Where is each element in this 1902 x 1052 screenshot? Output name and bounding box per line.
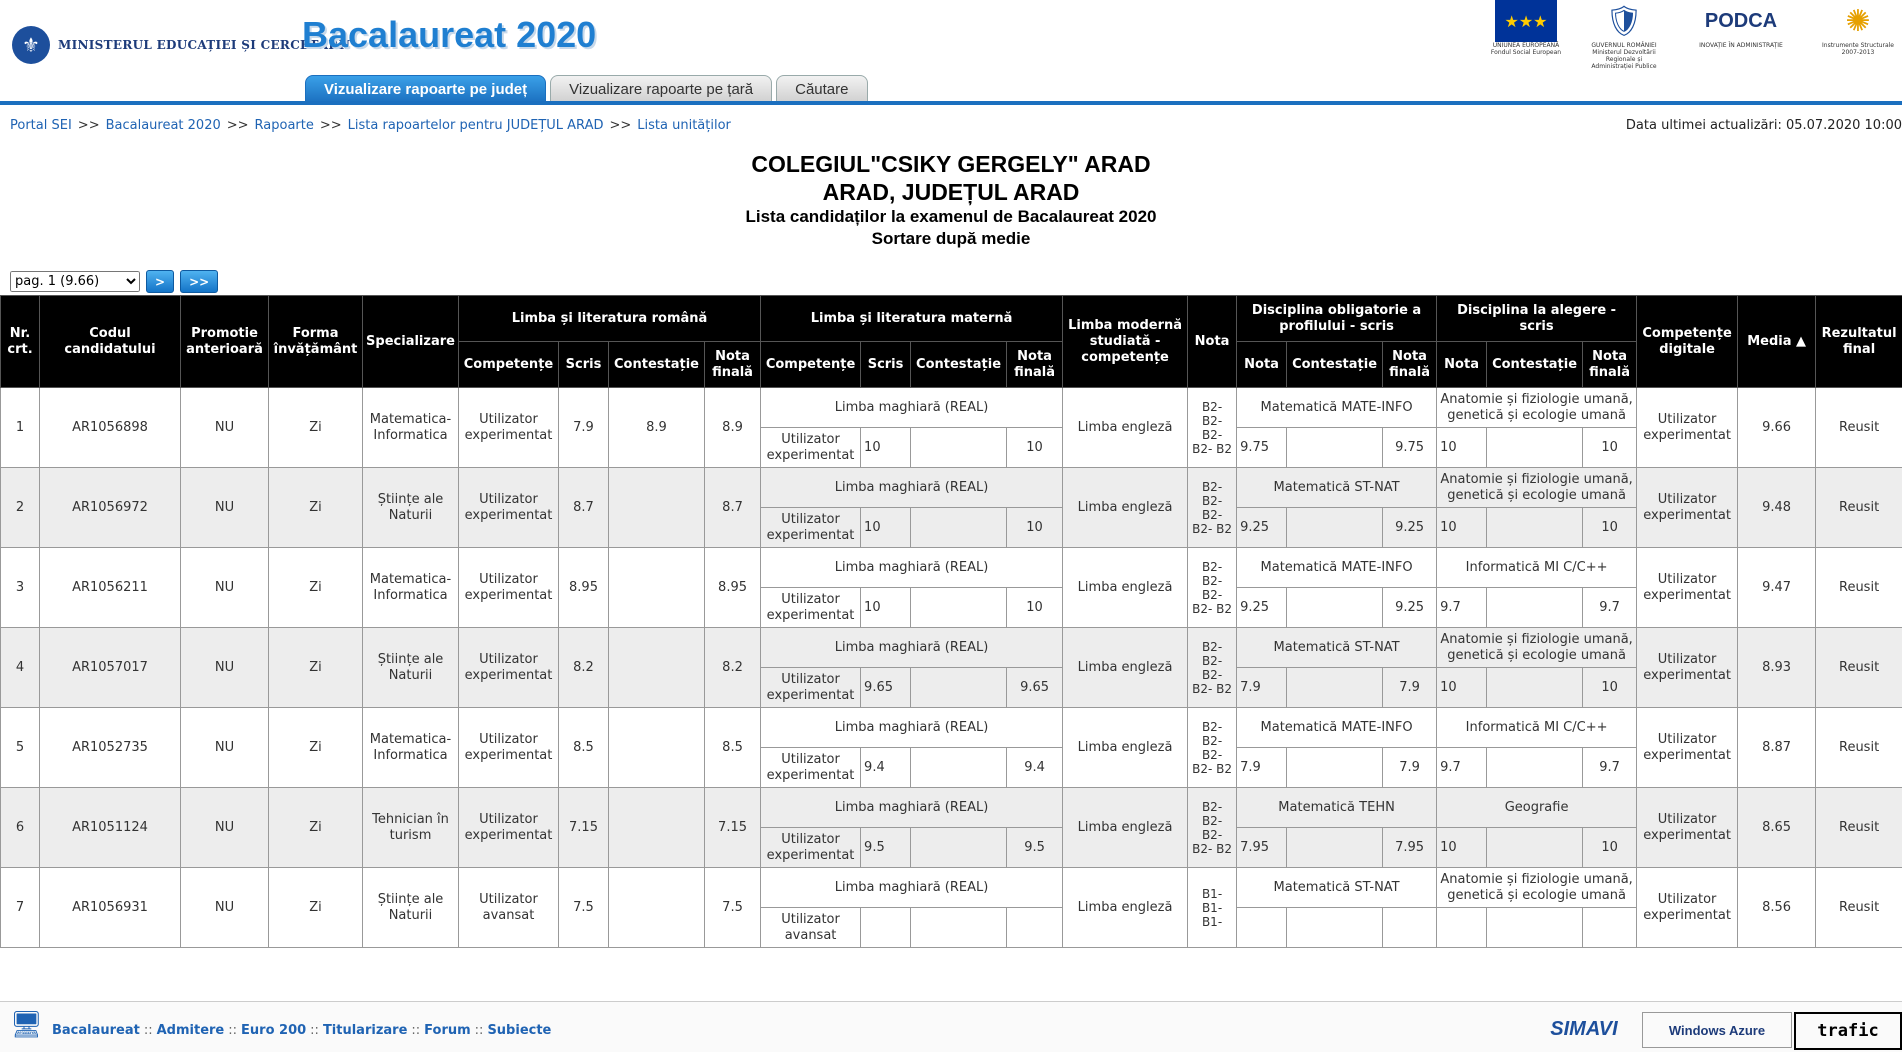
th-nota: Nota — [1188, 296, 1237, 388]
cell-mat-final: 9.4 — [1007, 748, 1063, 788]
cell-ob-cont — [1287, 908, 1383, 948]
cell-ro-comp: Utilizator experimentat — [459, 788, 559, 868]
th-nr: Nr. crt. — [1, 296, 40, 388]
eu-flag-icon: ★★★ — [1495, 0, 1557, 42]
cell-nr: 5 — [1, 708, 40, 788]
cell-promo: NU — [181, 868, 269, 948]
cell-media: 8.87 — [1738, 708, 1816, 788]
table-row — [1, 548, 1902, 588]
cell-nota: B2- B2- B2- B2- B2 — [1188, 548, 1237, 628]
cell-mat-final: 10 — [1007, 588, 1063, 628]
cell-promo: NU — [181, 628, 269, 708]
th-mat-scris: Scris — [861, 342, 911, 388]
th-materna: Limba și literatura maternă — [761, 296, 1063, 342]
cell-ro-cont — [609, 868, 705, 948]
cell-code: AR1057017 — [40, 628, 181, 708]
cell-nota: B2- B2- B2- B2- B2 — [1188, 628, 1237, 708]
cell-forma: Zi — [269, 468, 363, 548]
coat-of-arms-icon: ⚜ — [12, 26, 50, 64]
cell-ro-cont — [609, 468, 705, 548]
cell-mat-final: 9.65 — [1007, 668, 1063, 708]
cell-ro-final: 8.9 — [705, 388, 761, 468]
cell-nr: 3 — [1, 548, 40, 628]
cell-nota: B1- B1- B1- — [1188, 868, 1237, 948]
table-row — [1, 708, 1902, 748]
cell-modern: Limba engleză — [1063, 628, 1188, 708]
cell-spec: Științe ale Naturii — [363, 628, 459, 708]
cell-mat-final: 9.5 — [1007, 828, 1063, 868]
footer-links: Bacalaureat :: Admitere :: Euro 200 :: Titularizare :: Forum :: Subiecte — [52, 1023, 551, 1038]
cell-rezultat: Reusit — [1816, 708, 1902, 788]
cell-mat-scris: 9.65 — [861, 668, 911, 708]
th-media-sort[interactable]: Media ▲ — [1738, 296, 1816, 388]
results-table — [0, 295, 1902, 948]
cell-spec: Științe ale Naturii — [363, 868, 459, 948]
cell-ob-nota: 7.9 — [1237, 668, 1287, 708]
cell-ob-cont — [1287, 828, 1383, 868]
cell-ob-nota: 9.25 — [1237, 588, 1287, 628]
cell-ob-name: Matematică MATE-INFO — [1237, 548, 1437, 588]
cell-rezultat: Reusit — [1816, 628, 1902, 708]
table-row — [1, 868, 1902, 908]
last-page-button[interactable]: >> — [180, 270, 218, 293]
cell-ob-final: 7.9 — [1383, 668, 1437, 708]
th-promo: Promotie anterioară — [181, 296, 269, 388]
cell-rezultat: Reusit — [1816, 868, 1902, 948]
last-update: Data ultimei actualizări: 05.07.2020 10:00 — [1626, 118, 1902, 133]
cell-ob-cont — [1287, 668, 1383, 708]
breadcrumb: Portal SEI >> Bacalaureat 2020 >> Rapoarte >> Lista rapoartelor pentru JUDEȚUL ARAD >> Lista unităților — [10, 118, 731, 133]
th-ro-comp: Competențe — [459, 342, 559, 388]
cell-code: AR1051124 — [40, 788, 181, 868]
podca-logo: PODCA INOVAȚIE ÎN ADMINISTRAȚIE — [1686, 0, 1796, 72]
cell-mat-final: 10 — [1007, 428, 1063, 468]
th-romana: Limba și literatura română — [459, 296, 761, 342]
results-table-wrap — [0, 295, 1902, 1001]
footer-link-euro200[interactable]: Euro 200 — [241, 1023, 306, 1038]
cell-mat-comp: Utilizator experimentat — [761, 828, 861, 868]
cell-ob-nota: 9.25 — [1237, 508, 1287, 548]
cell-al-nota: 9.7 — [1437, 748, 1487, 788]
cell-media: 8.65 — [1738, 788, 1816, 868]
cell-ro-cont — [609, 628, 705, 708]
government-crest-icon: 🛡 — [1593, 0, 1655, 42]
partner-logos — [1490, 0, 1894, 72]
cell-ob-final: 9.75 — [1383, 428, 1437, 468]
cell-al-cont — [1487, 828, 1583, 868]
cell-digital: Utilizator experimentat — [1637, 548, 1738, 628]
cell-nr: 2 — [1, 468, 40, 548]
cell-promo: NU — [181, 388, 269, 468]
trafic-ranking-badge[interactable]: trafic — [1794, 1012, 1902, 1050]
cell-ob-name: Matematică TEHN — [1237, 788, 1437, 828]
cell-media: 9.66 — [1738, 388, 1816, 468]
cell-mat-name: Limba maghiară (REAL) — [761, 708, 1063, 748]
cell-digital: Utilizator experimentat — [1637, 388, 1738, 468]
th-ob-final: Nota finală — [1383, 342, 1437, 388]
cell-spec: Matematica-Informatica — [363, 708, 459, 788]
cell-forma: Zi — [269, 788, 363, 868]
cell-al-final: 10 — [1583, 828, 1637, 868]
tab-country-reports[interactable]: Vizualizare rapoarte pe țară — [550, 75, 772, 103]
cell-ro-comp: Utilizator experimentat — [459, 388, 559, 468]
cell-al-cont — [1487, 588, 1583, 628]
cell-nr: 7 — [1, 868, 40, 948]
cell-al-cont — [1487, 668, 1583, 708]
cell-mat-scris: 10 — [861, 508, 911, 548]
cell-ro-final: 7.15 — [705, 788, 761, 868]
breadcrumb-bac[interactable]: Bacalaureat 2020 — [106, 118, 221, 133]
cell-ob-final: 7.95 — [1383, 828, 1437, 868]
cell-al-nota: 10 — [1437, 428, 1487, 468]
th-mat-comp: Competențe — [761, 342, 861, 388]
th-spec: Specializare — [363, 296, 459, 388]
table-row — [1, 628, 1902, 668]
cell-ro-comp: Utilizator experimentat — [459, 548, 559, 628]
stars-circle-icon: ✺ — [1827, 0, 1889, 42]
cell-forma: Zi — [269, 628, 363, 708]
cell-ro-comp: Utilizator avansat — [459, 868, 559, 948]
cell-mat-scris: 10 — [861, 588, 911, 628]
cell-ob-nota: 7.9 — [1237, 748, 1287, 788]
cell-mat-scris: 10 — [861, 428, 911, 468]
th-ro-cont: Contestație — [609, 342, 705, 388]
cell-nota: B2- B2- B2- B2- B2 — [1188, 708, 1237, 788]
cell-media: 8.56 — [1738, 868, 1816, 948]
cell-ob-name: Matematică MATE-INFO — [1237, 388, 1437, 428]
cell-al-final: 10 — [1583, 428, 1637, 468]
school-location: ARAD, JUDEȚUL ARAD — [0, 178, 1902, 206]
cell-al-final: 9.7 — [1583, 588, 1637, 628]
ministry-logo[interactable] — [12, 26, 350, 64]
cell-media: 9.47 — [1738, 548, 1816, 628]
breadcrumb-portal[interactable]: Portal SEI — [10, 118, 72, 133]
cell-rezultat: Reusit — [1816, 468, 1902, 548]
footer-link-bacalaureat[interactable]: Bacalaureat — [52, 1023, 140, 1038]
cell-rezultat: Reusit — [1816, 388, 1902, 468]
footer-link-admitere[interactable]: Admitere — [157, 1023, 225, 1038]
cell-ro-scris: 8.95 — [559, 548, 609, 628]
cell-al-nota: 10 — [1437, 668, 1487, 708]
tab-underline — [0, 101, 1902, 105]
cell-mat-cont — [911, 508, 1007, 548]
cell-digital: Utilizator experimentat — [1637, 788, 1738, 868]
results-body — [1, 388, 1902, 948]
cell-al-nota: 9.7 — [1437, 588, 1487, 628]
simavi-logo[interactable]: SIMAVI — [1530, 1012, 1638, 1046]
cell-ob-name: Matematică MATE-INFO — [1237, 708, 1437, 748]
cell-ro-cont — [609, 708, 705, 788]
breadcrumb-units[interactable]: Lista unităților — [637, 118, 731, 133]
cell-ob-final — [1383, 908, 1437, 948]
cell-spec: Tehnician în turism — [363, 788, 459, 868]
th-ob-cont: Contestație — [1287, 342, 1383, 388]
list-title: Lista candidaților la examenul de Bacalaureat 2020 — [0, 206, 1902, 228]
cell-ob-name: Matematică ST-NAT — [1237, 628, 1437, 668]
cell-al-nota: 10 — [1437, 828, 1487, 868]
cell-al-cont — [1487, 908, 1583, 948]
page-select[interactable] — [10, 271, 140, 292]
cell-mat-comp: Utilizator avansat — [761, 908, 861, 948]
cell-ro-final: 7.5 — [705, 868, 761, 948]
th-modern: Limba modernă studiată - competențe — [1063, 296, 1188, 388]
cell-nota: B2- B2- B2- B2- B2 — [1188, 468, 1237, 548]
cell-digital: Utilizator experimentat — [1637, 708, 1738, 788]
th-mat-final: Nota finală — [1007, 342, 1063, 388]
cell-ro-comp: Utilizator experimentat — [459, 468, 559, 548]
cell-forma: Zi — [269, 868, 363, 948]
ministry-name: MINISTERUL EDUCAȚIEI ȘI CERCETĂRII — [58, 38, 350, 52]
cell-digital: Utilizator experimentat — [1637, 628, 1738, 708]
cell-digital: Utilizator experimentat — [1637, 468, 1738, 548]
government-logo: 🛡 GUVERNUL ROMÂNIEI Ministerul Dezvoltării Regionale și Administrației Publice — [1588, 0, 1660, 72]
th-digital: Competențe digitale — [1637, 296, 1738, 388]
cell-spec: Matematica-Informatica — [363, 548, 459, 628]
th-alegere: Disciplina la alegere - scris — [1437, 296, 1637, 342]
cell-ob-cont — [1287, 428, 1383, 468]
cell-mat-comp: Utilizator experimentat — [761, 508, 861, 548]
cell-al-name: Informatică MI C/C++ — [1437, 708, 1637, 748]
breadcrumb-reports[interactable]: Rapoarte — [255, 118, 314, 133]
table-row — [1, 388, 1902, 428]
cell-ro-cont — [609, 548, 705, 628]
tab-county-reports[interactable]: Vizualizare rapoarte pe județ — [305, 75, 546, 103]
cell-ob-nota — [1237, 908, 1287, 948]
cell-mat-name: Limba maghiară (REAL) — [761, 548, 1063, 588]
cell-mat-comp: Utilizator experimentat — [761, 668, 861, 708]
cell-mat-comp: Utilizator experimentat — [761, 428, 861, 468]
school-name: COLEGIUL"CSIKY GERGELY" ARAD — [0, 150, 1902, 178]
cell-mat-name: Limba maghiară (REAL) — [761, 788, 1063, 828]
cell-ro-comp: Utilizator experimentat — [459, 628, 559, 708]
eu-logo: ★★★ UNIUNEA EUROPEANĂ Fondul Social European — [1490, 0, 1562, 72]
cell-modern: Limba engleză — [1063, 708, 1188, 788]
th-ro-scris: Scris — [559, 342, 609, 388]
cell-modern: Limba engleză — [1063, 548, 1188, 628]
report-titles — [0, 150, 1902, 250]
structural-instruments-logo: ✺ Instrumente Structurale 2007-2013 — [1822, 0, 1894, 72]
th-obligatorie: Disciplina obligatorie a profilului - scris — [1237, 296, 1437, 342]
cell-ob-cont — [1287, 748, 1383, 788]
cell-code: AR1056972 — [40, 468, 181, 548]
th-rezultat: Rezultatul final — [1816, 296, 1902, 388]
cell-promo: NU — [181, 788, 269, 868]
cell-code: AR1056898 — [40, 388, 181, 468]
cell-digital: Utilizator experimentat — [1637, 868, 1738, 948]
cell-promo: NU — [181, 708, 269, 788]
cell-media: 8.93 — [1738, 628, 1816, 708]
cell-al-nota: 10 — [1437, 508, 1487, 548]
th-forma: Forma învățământ — [269, 296, 363, 388]
footer — [0, 1001, 1902, 1052]
tab-search[interactable]: Căutare — [776, 75, 867, 103]
cell-ob-final: 9.25 — [1383, 508, 1437, 548]
cell-ob-cont — [1287, 588, 1383, 628]
cell-forma: Zi — [269, 708, 363, 788]
cell-modern: Limba engleză — [1063, 468, 1188, 548]
cell-al-name: Informatică MI C/C++ — [1437, 548, 1637, 588]
cell-ro-cont — [609, 788, 705, 868]
cell-ro-final: 8.95 — [705, 548, 761, 628]
footer-link-titularizare[interactable]: Titularizare — [323, 1023, 407, 1038]
cell-spec: Matematica-Informatica — [363, 388, 459, 468]
cell-mat-cont — [911, 588, 1007, 628]
cell-ro-scris: 7.9 — [559, 388, 609, 468]
table-row — [1, 788, 1902, 828]
cell-mat-cont — [911, 428, 1007, 468]
cell-promo: NU — [181, 468, 269, 548]
cell-modern: Limba engleză — [1063, 788, 1188, 868]
th-al-final: Nota finală — [1583, 342, 1637, 388]
cell-al-cont — [1487, 748, 1583, 788]
footer-link-forum[interactable]: Forum — [424, 1023, 471, 1038]
cell-al-final: 10 — [1583, 668, 1637, 708]
cell-ob-name: Matematică ST-NAT — [1237, 468, 1437, 508]
cell-ro-final: 8.2 — [705, 628, 761, 708]
breadcrumb-county-list[interactable]: Lista rapoartelor pentru JUDEȚUL ARAD — [348, 118, 604, 133]
cell-mat-scris: 9.5 — [861, 828, 911, 868]
cell-forma: Zi — [269, 548, 363, 628]
cell-promo: NU — [181, 548, 269, 628]
cell-al-name: Anatomie și fiziologie umană, genetică și ecologie umană — [1437, 388, 1637, 428]
footer-link-subiecte[interactable]: Subiecte — [487, 1023, 551, 1038]
cell-al-cont — [1487, 508, 1583, 548]
cell-rezultat: Reusit — [1816, 548, 1902, 628]
cell-mat-cont — [911, 668, 1007, 708]
table-row — [1, 468, 1902, 508]
cell-mat-final — [1007, 908, 1063, 948]
cell-mat-scris: 9.4 — [861, 748, 911, 788]
cell-code: AR1052735 — [40, 708, 181, 788]
pager — [10, 270, 218, 293]
cell-code: AR1056211 — [40, 548, 181, 628]
cell-modern: Limba engleză — [1063, 868, 1188, 948]
cell-al-name: Geografie — [1437, 788, 1637, 828]
cell-mat-cont — [911, 908, 1007, 948]
th-mat-cont: Contestație — [911, 342, 1007, 388]
cell-rezultat: Reusit — [1816, 788, 1902, 868]
cell-ob-final: 9.25 — [1383, 588, 1437, 628]
cell-al-cont — [1487, 428, 1583, 468]
cell-al-final: 9.7 — [1583, 748, 1637, 788]
cell-ro-scris: 8.2 — [559, 628, 609, 708]
cell-spec: Științe ale Naturii — [363, 468, 459, 548]
cell-ro-final: 8.5 — [705, 708, 761, 788]
cell-mat-name: Limba maghiară (REAL) — [761, 388, 1063, 428]
cell-ro-final: 8.7 — [705, 468, 761, 548]
sort-title: Sortare după medie — [0, 228, 1902, 250]
cell-nr: 6 — [1, 788, 40, 868]
cell-modern: Limba engleză — [1063, 388, 1188, 468]
cell-mat-scris — [861, 908, 911, 948]
cell-mat-final: 10 — [1007, 508, 1063, 548]
cell-ro-scris: 7.15 — [559, 788, 609, 868]
cell-nota: B2- B2- B2- B2- B2 — [1188, 388, 1237, 468]
cell-ro-comp: Utilizator experimentat — [459, 708, 559, 788]
cell-mat-comp: Utilizator experimentat — [761, 748, 861, 788]
cell-al-name: Anatomie și fiziologie umană, genetică și ecologie umană — [1437, 468, 1637, 508]
cell-code: AR1056931 — [40, 868, 181, 948]
cell-ob-cont — [1287, 508, 1383, 548]
cell-mat-cont — [911, 828, 1007, 868]
th-al-nota: Nota — [1437, 342, 1487, 388]
cell-ro-scris: 8.5 — [559, 708, 609, 788]
th-al-cont: Contestație — [1487, 342, 1583, 388]
cell-media: 9.48 — [1738, 468, 1816, 548]
cell-al-final: 10 — [1583, 508, 1637, 548]
computer-icon: 🖥 — [10, 1010, 43, 1040]
cell-mat-cont — [911, 748, 1007, 788]
cell-forma: Zi — [269, 388, 363, 468]
windows-azure-logo[interactable]: Windows Azure — [1642, 1012, 1792, 1048]
cell-ro-cont: 8.9 — [609, 388, 705, 468]
cell-al-name: Anatomie și fiziologie umană, genetică și ecologie umană — [1437, 868, 1637, 908]
cell-al-nota — [1437, 908, 1487, 948]
cell-mat-name: Limba maghiară (REAL) — [761, 468, 1063, 508]
cell-nota: B2- B2- B2- B2- B2 — [1188, 788, 1237, 868]
cell-ro-scris: 8.7 — [559, 468, 609, 548]
cell-ob-final: 7.9 — [1383, 748, 1437, 788]
page-title: Bacalaureat 2020 — [302, 14, 596, 56]
cell-al-name: Anatomie și fiziologie umană, genetică și ecologie umană — [1437, 628, 1637, 668]
cell-mat-name: Limba maghiară (REAL) — [761, 628, 1063, 668]
cell-nr: 1 — [1, 388, 40, 468]
cell-mat-name: Limba maghiară (REAL) — [761, 868, 1063, 908]
podca-wordmark: PODCA — [1710, 0, 1772, 42]
cell-al-final — [1583, 908, 1637, 948]
th-ro-final: Nota finală — [705, 342, 761, 388]
cell-mat-comp: Utilizator experimentat — [761, 588, 861, 628]
th-code: Codul candidatului — [40, 296, 181, 388]
header — [0, 0, 1902, 104]
cell-ob-nota: 7.95 — [1237, 828, 1287, 868]
cell-nr: 4 — [1, 628, 40, 708]
th-ob-nota: Nota — [1237, 342, 1287, 388]
cell-ob-nota: 9.75 — [1237, 428, 1287, 468]
cell-ob-name: Matematică ST-NAT — [1237, 868, 1437, 908]
cell-ro-scris: 7.5 — [559, 868, 609, 948]
next-page-button[interactable]: > — [146, 270, 174, 293]
tab-bar — [305, 75, 868, 103]
